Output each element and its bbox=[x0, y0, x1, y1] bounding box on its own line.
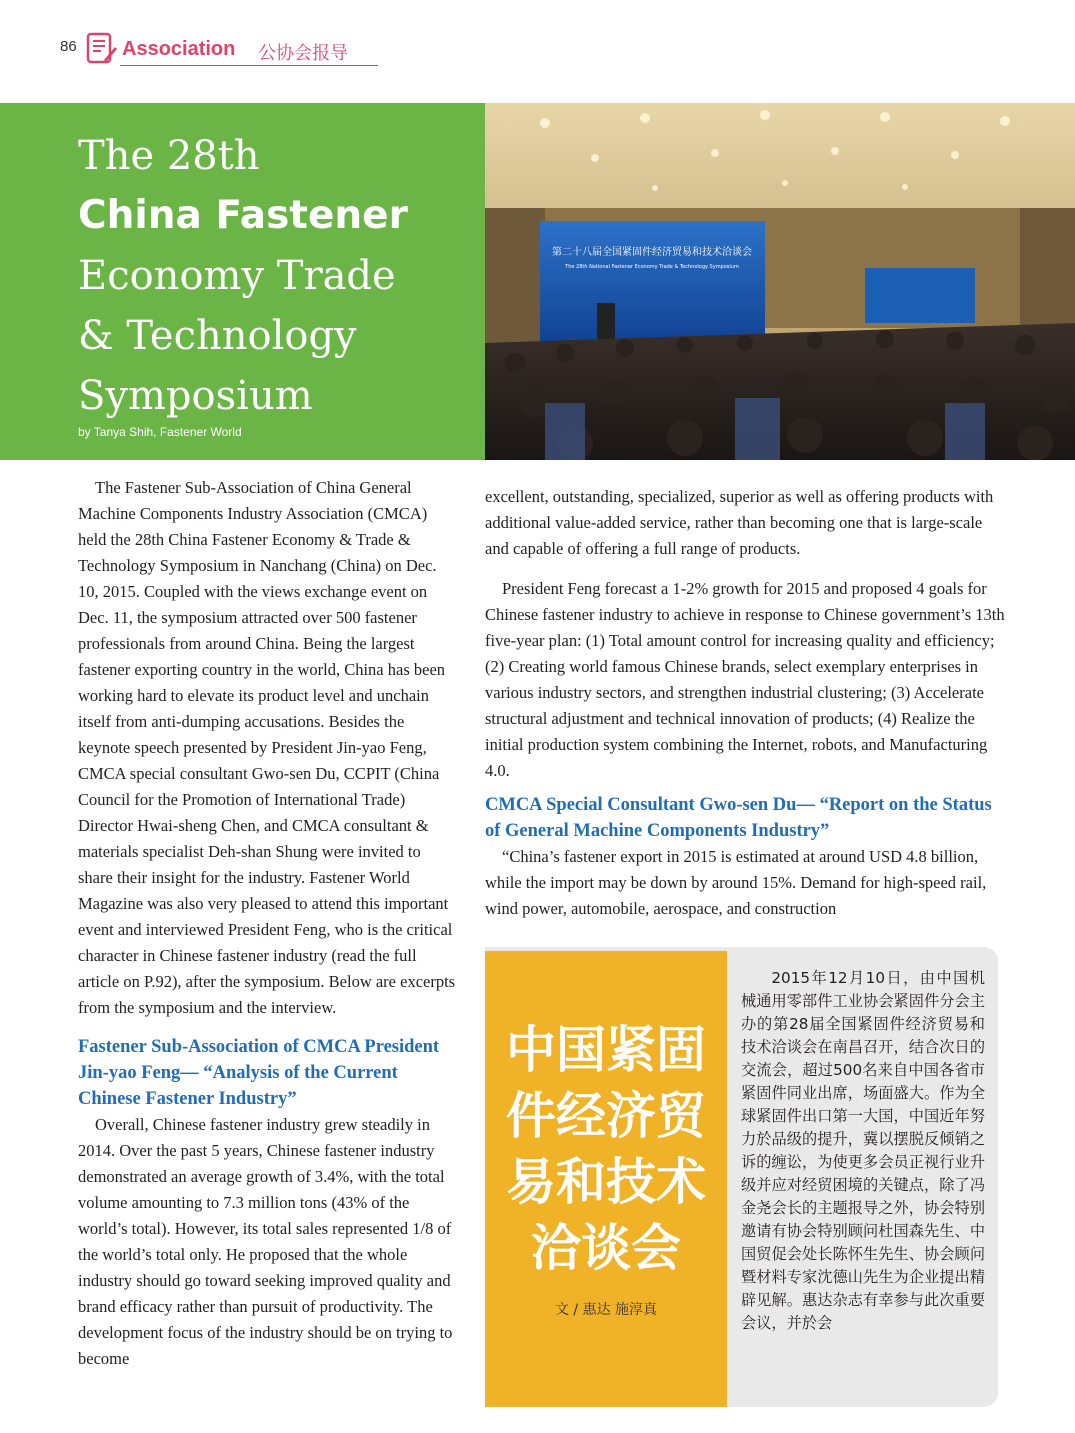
chinese-title-line: 中国紧固 bbox=[506, 1021, 706, 1079]
chinese-summary-box bbox=[485, 947, 998, 1407]
title-line: & Technology bbox=[78, 313, 357, 359]
article-column-left bbox=[78, 475, 458, 1372]
document-pencil-icon bbox=[84, 30, 118, 66]
subheading-du: CMCA Special Consultant Gwo-sen Du— “Report on the Status of General Machine Components Industry” bbox=[485, 795, 992, 841]
byline: by Tanya Shih, Fastener World bbox=[78, 425, 242, 439]
subheading-feng: Fastener Sub-Association of CMCA President Jin-yao Feng— “Analysis of the Current Chinese Fastener Industry” bbox=[78, 1037, 440, 1109]
chinese-title-line: 件经济贸 bbox=[506, 1087, 706, 1145]
paragraph-feng-forecast: President Feng forecast a 1-2% growth for 2015 and proposed 4 goals for Chinese fastener industry to achieve in response to Chinese government’s 13th five-year plan: (1) Total amount control for increasing quality and efficiency; (2) Creating world famous Chinese brands, select exemplary enterprises in various industry sectors, and strengthen industrial clustering; (3) Accelerate structural adjustment and technical innovation of products; (4) Realize the initial production system combining the Internet, robots, and Manufacturing 4.0. bbox=[485, 579, 1005, 780]
title-line-bold: China Fastener bbox=[78, 193, 408, 238]
paragraph-feng-analysis: Overall, Chinese fastener industry grew steadily in 2014. Over the past 5 years, Chinese fastener industry demonstrated an average growth of 3.4%, with the total volume amounting to 7.3 million tons (43% of the world’s total). However, its total sales represented 1/8 of the world’s total only. He proposed that the whole industry should go toward seeking improved quality and brand efficacy rather than pursuit of productivity. The development focus of the industry should be on trying to become bbox=[78, 1115, 453, 1368]
screen-title-cn: 第二十八届全国紧固件经济贸易和技术洽谈会 bbox=[552, 247, 752, 258]
chinese-author: 文 / 惠达 施淳真 bbox=[554, 1302, 658, 1318]
chinese-summary-text: 2015年12月10日，由中国机械通用零部件工业协会紧固件分会主办的第28届全国紧固件经济贸易和技术洽谈会在南昌召开，结合次日的交流会，超过500名来自中国各省市紧固件同业出席，场面盛大。作为全球紧固件出口第一大国，中国近年努力於品级的提升，冀以摆脱反倾销之诉的缠讼，为使更多会员正视行业升级并应对经贸困境的关键点，除了冯金尧会长的主题报导之外，协会特别邀请有协会特别顾问杜国森先生、中国贸促会处长陈怀生先生、协会顾问暨材料专家沈德山先生为企业提出精辟见解。惠达杂志有幸参与此次重要会议，并於会 bbox=[741, 969, 985, 1332]
title-line: Economy Trade bbox=[78, 253, 396, 299]
paragraph-feng-analysis-continued: excellent, outstanding, specialized, superior as well as offering products with additional value-added service, rather than becoming one that is large-scale and capable of offering a full range of products. bbox=[485, 487, 994, 558]
article-column-right bbox=[485, 484, 1005, 922]
conference-photo bbox=[485, 103, 1075, 460]
title-line: Symposium bbox=[78, 373, 313, 419]
chinese-title-line: 易和技术 bbox=[506, 1153, 706, 1211]
paragraph-du-report: “China’s fastener export in 2015 is estimated at around USD 4.8 billion, while the import may be down by around 15%. Demand for high-speed rail, wind power, automobile, aerospace, and construction bbox=[485, 847, 987, 918]
chinese-title bbox=[485, 1017, 727, 1281]
chinese-title-panel bbox=[485, 951, 727, 1407]
page-number: 86 bbox=[60, 38, 77, 55]
article-title bbox=[78, 126, 478, 426]
title-line: The 28th bbox=[78, 133, 260, 179]
section-label-en: Association bbox=[122, 38, 236, 60]
chinese-title-line: 洽谈会 bbox=[531, 1219, 681, 1277]
section-label-cn: 公协会报导 bbox=[258, 43, 348, 64]
paragraph-intro: The Fastener Sub-Association of China General Machine Components Industry Association (CMCA) held the 28th China Fastener Economy & Trade & Technology Symposium in Nanchang (China) on Dec. 10, 2015. Coupled with the views exchange event on Dec. 11, the symposium attracted over 500 fastener professionals from around China. Being the largest fastener exporting country in the world, China has been working hard to elevate its product level and unchain itself from anti-dumping accusations. Besides the keynote speech presented by President Jin-yao Feng, CMCA special consultant Gwo-sen Du, CCPIT (China Council for the Promotion of International Trade) Director Hwai-sheng Chen, and CMCA consultant & materials specialist Deh-shan Shung were invited to share their insight for the industry. Fastener World Magazine was also very pleased to attend this important event and interviewed President Feng, who is the critical character in Chinese fastener industry (read the full article on P.92), after the symposium. Below are excerpts from the symposium and the interview. bbox=[78, 478, 456, 1017]
screen-title-en: The 28th National Fastener Economy Trade & Technology Symposium bbox=[565, 264, 739, 270]
page-header bbox=[0, 30, 380, 70]
header-divider bbox=[120, 65, 378, 66]
